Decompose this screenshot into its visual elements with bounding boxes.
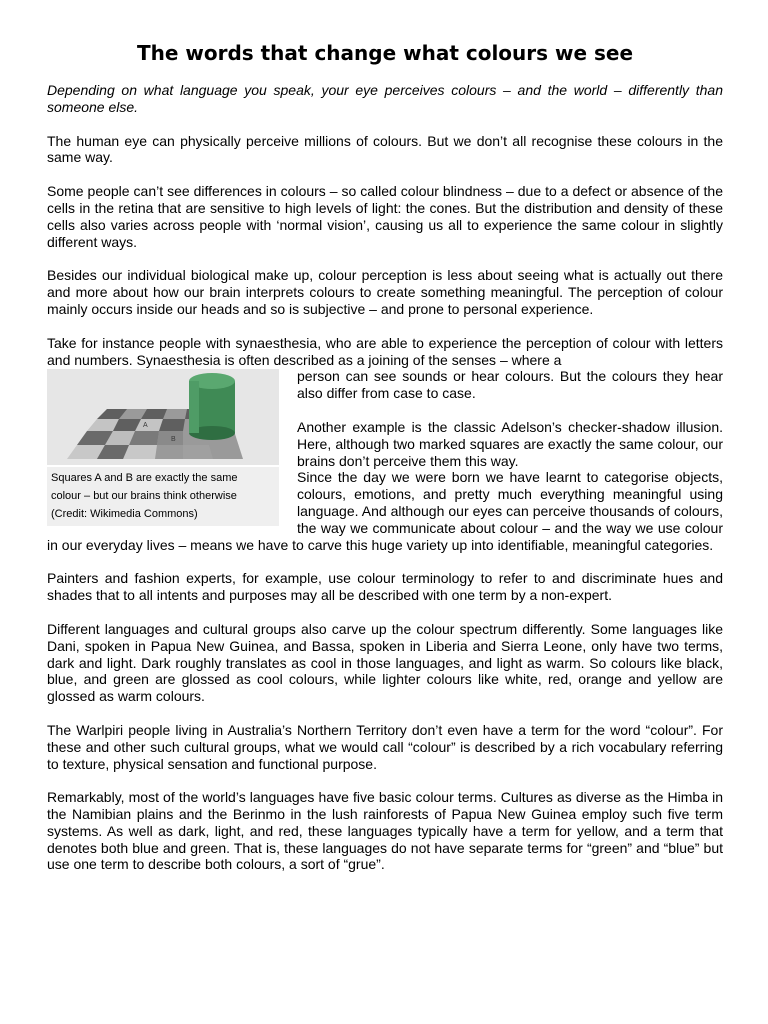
paragraph-2: Some people can’t see differences in colours – so called colour blindness – due to a defect or absence of the cells in the retina that are sensitive to high levels of light: the cones. But the distribution and density of these cells also varies across people with ‘normal vision’, causing us all to experience the same colour in slightly different ways.	[47, 183, 723, 250]
figure-caption-line-3: (Credit: Wikimedia Commons)	[51, 508, 198, 521]
figure-caption-line-2: colour – but our brains think otherwise	[51, 490, 237, 503]
paragraph-9: The Warlpiri people living in Australia’s Northern Territory don’t even have a term for the word “colour”. For these and other such cultural groups, what we would call “colour” is described by a rich vocabulary referring to texture, physical sensation and functional purpose.	[47, 721, 723, 772]
figure-caption-line-1: Squares A and B are exactly the same	[51, 472, 238, 485]
paragraph-8: Different languages and cultural groups also carve up the colour spectrum differently. Some languages like Dani, spoken in Papua New Guinea, and Bassa, spoken in Liberia and Sierra Leone, only have two terms, dark and light. Dark roughly translates as cool in those languages, and light as warm. So colours like black, blue, and green are glossed as cool colours, while lighter colours like white, red, orange and yellow are glossed as warm colours.	[47, 620, 723, 705]
paragraph-6: Since the day we were born we have learnt to categorise objects, colours, emotions, and pretty much everything meaningful using language. And although our eyes can perceive thousands of colours, the way we communicate about colour – and the way we use colour in our everyday lives – means we have to carve this huge variety up into identifiable, meaningful categories.	[47, 469, 723, 553]
paragraph-7: Painters and fashion experts, for example, use colour terminology to refer to and discriminate hues and shades that to all intents and purposes may all be described with one term by a non-expert.	[47, 570, 723, 604]
checker-shadow-figure	[47, 369, 279, 526]
paragraph-10: Remarkably, most of the world’s languages have five basic colour terms. Cultures as diverse as the Himba in the Namibian plains and the Berinmo in the lush rainforests of Papua New Guinea employ such five term systems. As well as dark, light, and red, these languages typically have a term for yellow, and a term that denotes both blue and green. That is, these languages do not have separate terms for “green” and “blue” but use one term to describe both colours, a sort of “grue”.	[47, 789, 723, 873]
paragraph-3: Besides our individual biological make up, colour perception is less about seeing what is actually out there and more about how our brain interprets colours to create something meaningful. The perception of colour mainly occurs inside our heads and so is subjective – and prone to personal experience.	[47, 267, 723, 317]
article-title: The words that change what colours we see	[136, 41, 634, 65]
cylinder	[189, 373, 235, 440]
paragraph-5: Another example is the classic Adelson’s checker-shadow illusion. Here, although two marked squares are exactly the same colour, our brains don’t perceive them this way.	[297, 418, 723, 469]
square-label-b: B	[171, 436, 176, 444]
article-intro: Depending on what language you speak, your eye perceives colours – and the world – differently than someone else.	[47, 82, 723, 115]
figure-caption	[47, 467, 279, 526]
square-label-a: A	[143, 422, 148, 430]
paragraph-1: The human eye can physically perceive millions of colours. But we don’t all recognise these colours in the same way.	[47, 132, 723, 166]
paragraph-4-wrap: person can see sounds or hear colours. But the colours they hear also differ from case to case.	[297, 368, 723, 402]
article	[47, 40, 723, 890]
paragraph-4-lead: Take for instance people with synaesthesia, who are able to experience the perception of colour with letters and numbers. Synaesthesia is often described as a joining of the senses – where a	[47, 334, 723, 368]
checker-shadow-illusion-image	[47, 369, 279, 465]
